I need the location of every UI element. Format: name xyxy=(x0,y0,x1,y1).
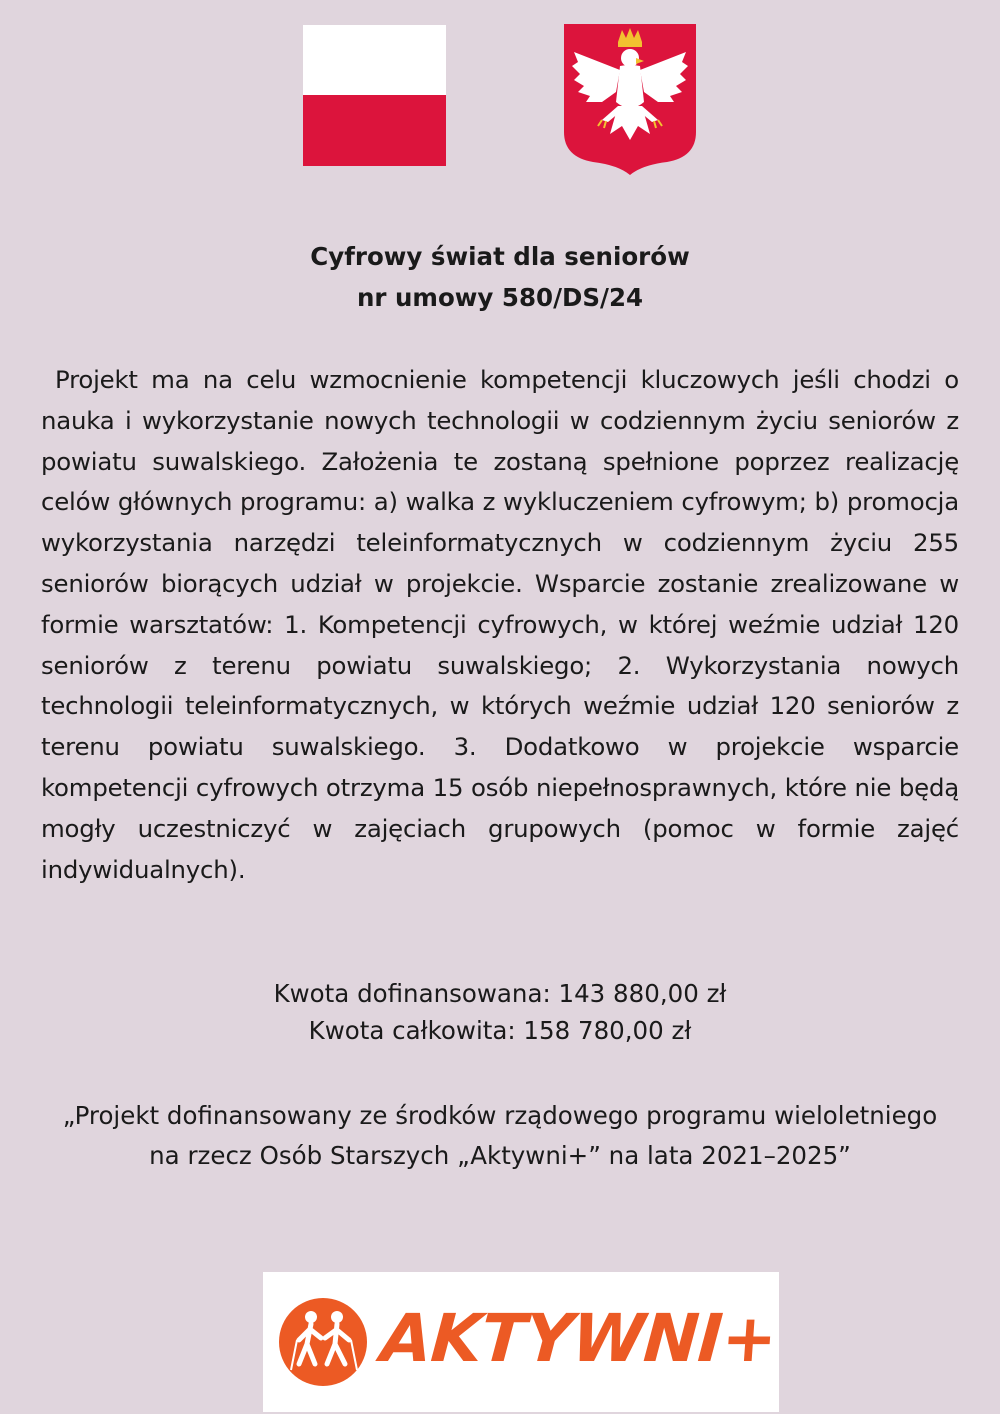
eagle-shield-icon xyxy=(562,22,698,176)
contract-number: nr umowy 580/DS/24 xyxy=(356,283,644,312)
project-title-block xyxy=(0,236,1000,318)
aktywni-logo xyxy=(263,1272,779,1412)
aktywni-logo-text: AKTYWNI+ xyxy=(378,1300,779,1377)
project-description: Projekt ma na celu wzmocnienie kompetencji kluczowych jeśli chodzi o nauka i wykorzystanie nowych technologii w codziennym życiu seniorów z powiatu suwalskiego. Założenia te zostaną spełnione poprzez realizację celów głównych programu: a) walka z wykluczeniem cyfrowym; b) promocja wykorzystania narzędzi teleinformatycznych w codziennym życiu 255 seniorów biorących udział w projekcie. Wsparcie zostanie zrealizowane w formie warsztatów: 1. Kompetencji cyfrowych, w której weźmie udział 120 seniorów z terenu powiatu suwalskiego; 2. Wykorzystania nowych technologii teleinformatycznych, w których weźmie udział 120 seniorów z terenu powiatu suwalskiego. 3. Dodatkowo w projekcie wsparcie kompetencji cyfrowych otrzyma 15 osób niepełnosprawnych, które nie będą mogły uczestniczyć w zajęciach grupowych (pomoc w formie zajęć indywidualnych). xyxy=(41,365,959,884)
project-title: Cyfrowy świat dla seniorów xyxy=(310,242,690,271)
flag-red-stripe xyxy=(303,95,446,166)
walkers-icon xyxy=(263,1272,383,1412)
flag-white-stripe xyxy=(303,25,446,95)
funding-amounts xyxy=(0,975,1000,1049)
polish-flag xyxy=(303,25,446,166)
polish-eagle-emblem xyxy=(562,22,698,176)
cofinanced-amount: Kwota dofinansowana: 143 880,00 zł xyxy=(273,979,727,1008)
funding-note: „Projekt dofinansowany ze środków rządowego programu wieloletniego na rzecz Osób Starszych „Aktywni+” na lata 2021–2025” xyxy=(62,1101,938,1170)
total-amount: Kwota całkowita: 158 780,00 zł xyxy=(308,1016,692,1045)
